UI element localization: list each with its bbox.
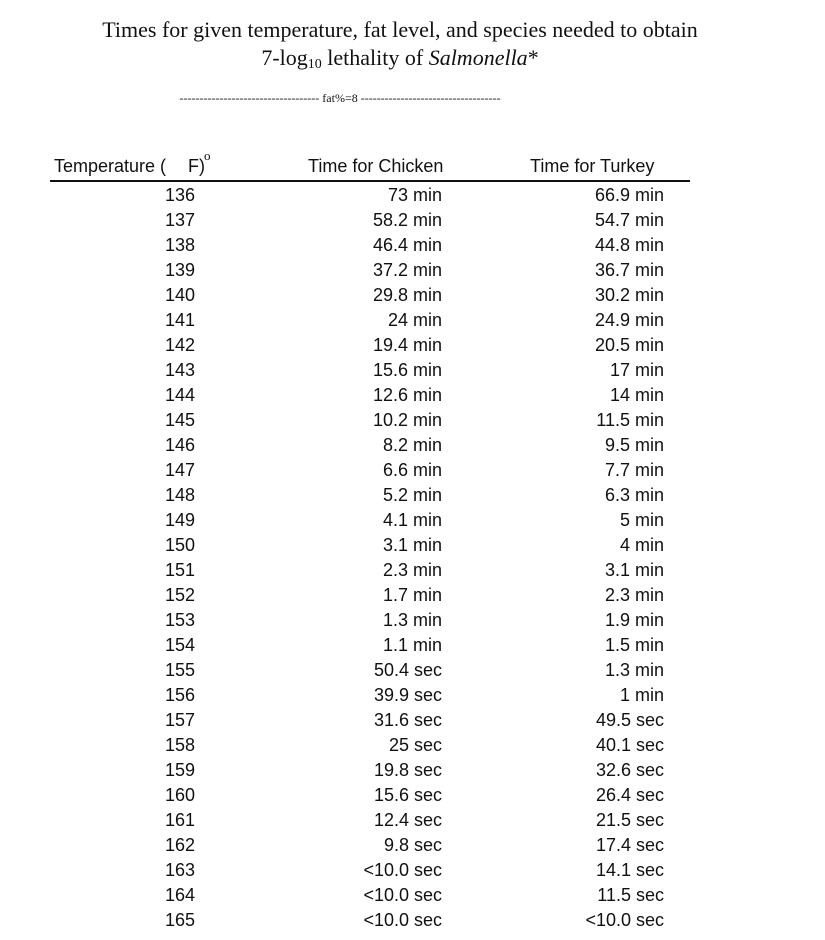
cell-temperature: 141 bbox=[164, 310, 195, 330]
table-row bbox=[50, 333, 690, 358]
table-row bbox=[50, 433, 690, 458]
cell-chicken-time: 12.6 min bbox=[372, 385, 442, 405]
cell-temperature: 152 bbox=[164, 585, 195, 605]
cell-turkey-time: 26.4 sec bbox=[595, 785, 664, 805]
table-row bbox=[50, 408, 690, 433]
cell-temperature: 137 bbox=[164, 210, 195, 230]
cell-temperature: 145 bbox=[164, 410, 195, 430]
cell-turkey-time: 1 min bbox=[619, 685, 664, 705]
cell-temperature: 165 bbox=[164, 910, 195, 930]
lethality-table bbox=[50, 148, 690, 933]
cell-chicken-time: 6.6 min bbox=[382, 460, 442, 480]
cell-chicken-time: 3.1 min bbox=[382, 535, 442, 555]
cell-temperature: 155 bbox=[164, 660, 195, 680]
cell-chicken-time: 1.7 min bbox=[382, 585, 442, 605]
title-asterisk: * bbox=[527, 45, 539, 70]
table-row bbox=[50, 183, 690, 208]
cell-turkey-time: 40.1 sec bbox=[595, 735, 664, 755]
cell-chicken-time: 39.9 sec bbox=[373, 685, 442, 705]
cell-chicken-time: 73 min bbox=[387, 185, 442, 205]
cell-chicken-time: 4.1 min bbox=[382, 510, 442, 530]
cell-temperature: 153 bbox=[164, 610, 195, 630]
cell-chicken-time: 24 min bbox=[387, 310, 442, 330]
table-row bbox=[50, 908, 690, 933]
cell-chicken-time: 15.6 sec bbox=[373, 785, 442, 805]
cell-turkey-time: 49.5 sec bbox=[595, 710, 664, 730]
cell-turkey-time: 66.9 min bbox=[594, 185, 664, 205]
cell-temperature: 160 bbox=[164, 785, 195, 805]
title-line-1: Times for given temperature, fat level, and species needed to obtain bbox=[102, 17, 698, 42]
table-row bbox=[50, 283, 690, 308]
table-row bbox=[50, 858, 690, 883]
cell-temperature: 143 bbox=[164, 360, 195, 380]
title-log-prefix: 7-log bbox=[261, 45, 308, 70]
cell-chicken-time: 5.2 min bbox=[382, 485, 442, 505]
table-row bbox=[50, 208, 690, 233]
cell-temperature: 151 bbox=[164, 560, 195, 580]
cell-chicken-time: 50.4 sec bbox=[373, 660, 442, 680]
cell-temperature: 142 bbox=[164, 335, 195, 355]
cell-chicken-time: <10.0 sec bbox=[363, 910, 442, 930]
table-row bbox=[50, 608, 690, 633]
cell-turkey-time: <10.0 sec bbox=[585, 910, 664, 930]
cell-chicken-time: 10.2 min bbox=[372, 410, 442, 430]
cell-chicken-time: <10.0 sec bbox=[363, 885, 442, 905]
table-row bbox=[50, 483, 690, 508]
cell-chicken-time: 1.3 min bbox=[382, 610, 442, 630]
cell-turkey-time: 4 min bbox=[619, 535, 664, 555]
title-organism: Salmonella bbox=[428, 45, 528, 70]
cell-chicken-time: 9.8 sec bbox=[383, 835, 442, 855]
cell-turkey-time: 30.2 min bbox=[594, 285, 664, 305]
cell-temperature: 158 bbox=[164, 735, 195, 755]
cell-temperature: 163 bbox=[164, 860, 195, 880]
title-middle: lethality of bbox=[321, 45, 429, 70]
table-row bbox=[50, 708, 690, 733]
cell-temperature: 146 bbox=[164, 435, 195, 455]
table-row bbox=[50, 883, 690, 908]
cell-temperature: 154 bbox=[164, 635, 195, 655]
table-row bbox=[50, 508, 690, 533]
cell-turkey-time: 17.4 sec bbox=[595, 835, 664, 855]
table-row bbox=[50, 583, 690, 608]
header-chicken: Time for Chicken bbox=[308, 156, 444, 176]
cell-temperature: 144 bbox=[164, 385, 195, 405]
cell-chicken-time: 15.6 min bbox=[372, 360, 442, 380]
cell-temperature: 150 bbox=[164, 535, 195, 555]
fat-level-label: ----------------------------------- fat%=8 ----------------------------------- bbox=[179, 91, 501, 105]
cell-turkey-time: 14 min bbox=[609, 385, 664, 405]
cell-temperature: 161 bbox=[164, 810, 195, 830]
header-temperature-suffix: F) bbox=[188, 156, 206, 176]
table-body bbox=[50, 182, 690, 933]
cell-turkey-time: 54.7 min bbox=[594, 210, 664, 230]
cell-turkey-time: 1.5 min bbox=[604, 635, 664, 655]
cell-temperature: 140 bbox=[164, 285, 195, 305]
cell-chicken-time: 46.4 min bbox=[372, 235, 442, 255]
table-row bbox=[50, 833, 690, 858]
cell-turkey-time: 24.9 min bbox=[594, 310, 664, 330]
cell-chicken-time: 2.3 min bbox=[382, 560, 442, 580]
cell-turkey-time: 1.9 min bbox=[604, 610, 664, 630]
cell-temperature: 138 bbox=[164, 235, 195, 255]
title-line-2 bbox=[0, 44, 800, 72]
table-row bbox=[50, 383, 690, 408]
cell-turkey-time: 1.3 min bbox=[604, 660, 664, 680]
table-row bbox=[50, 358, 690, 383]
cell-turkey-time: 11.5 min bbox=[596, 410, 664, 430]
cell-chicken-time: 58.2 min bbox=[372, 210, 442, 230]
table-row bbox=[50, 633, 690, 658]
table-row bbox=[50, 258, 690, 283]
cell-temperature: 139 bbox=[164, 260, 195, 280]
table-row bbox=[50, 683, 690, 708]
cell-turkey-time: 14.1 sec bbox=[595, 860, 664, 880]
cell-temperature: 148 bbox=[164, 485, 195, 505]
cell-turkey-time: 2.3 min bbox=[604, 585, 664, 605]
cell-chicken-time: 8.2 min bbox=[382, 435, 442, 455]
cell-chicken-time: <10.0 sec bbox=[363, 860, 442, 880]
table-row bbox=[50, 808, 690, 833]
cell-chicken-time: 25 sec bbox=[388, 735, 442, 755]
cell-chicken-time: 19.4 min bbox=[372, 335, 442, 355]
cell-turkey-time: 11.5 sec bbox=[597, 885, 664, 905]
cell-turkey-time: 7.7 min bbox=[604, 460, 664, 480]
table-row bbox=[50, 758, 690, 783]
table-row bbox=[50, 558, 690, 583]
cell-chicken-time: 19.8 sec bbox=[373, 760, 442, 780]
cell-temperature: 159 bbox=[164, 760, 195, 780]
table-header bbox=[50, 148, 690, 182]
cell-turkey-time: 5 min bbox=[619, 510, 664, 530]
cell-chicken-time: 1.1 min bbox=[382, 635, 442, 655]
table-row bbox=[50, 658, 690, 683]
header-temperature bbox=[54, 148, 211, 177]
cell-turkey-time: 3.1 min bbox=[604, 560, 664, 580]
cell-turkey-time: 36.7 min bbox=[594, 260, 664, 280]
cell-turkey-time: 44.8 min bbox=[594, 235, 664, 255]
cell-temperature: 136 bbox=[164, 185, 195, 205]
cell-turkey-time: 6.3 min bbox=[604, 485, 664, 505]
table-row bbox=[50, 458, 690, 483]
cell-temperature: 164 bbox=[164, 885, 195, 905]
cell-turkey-time: 9.5 min bbox=[604, 435, 664, 455]
cell-chicken-time: 37.2 min bbox=[372, 260, 442, 280]
cell-temperature: 149 bbox=[164, 510, 195, 530]
header-degree-symbol: o bbox=[204, 148, 211, 163]
cell-turkey-time: 20.5 min bbox=[594, 335, 664, 355]
header-turkey: Time for Turkey bbox=[530, 156, 655, 176]
cell-temperature: 156 bbox=[164, 685, 195, 705]
cell-chicken-time: 29.8 min bbox=[372, 285, 442, 305]
title-log-subscript: 10 bbox=[307, 57, 322, 72]
cell-chicken-time: 31.6 sec bbox=[373, 710, 442, 730]
cell-temperature: 147 bbox=[164, 460, 195, 480]
cell-turkey-time: 21.5 sec bbox=[595, 810, 664, 830]
cell-chicken-time: 12.4 sec bbox=[373, 810, 442, 830]
table-row bbox=[50, 783, 690, 808]
document-title bbox=[0, 16, 800, 72]
table-row bbox=[50, 233, 690, 258]
table-row bbox=[50, 733, 690, 758]
cell-temperature: 162 bbox=[164, 835, 195, 855]
cell-turkey-time: 17 min bbox=[609, 360, 664, 380]
cell-turkey-time: 32.6 sec bbox=[595, 760, 664, 780]
header-temperature-prefix: Temperature ( bbox=[54, 156, 167, 176]
cell-temperature: 157 bbox=[164, 710, 195, 730]
table-row bbox=[50, 308, 690, 333]
table-row bbox=[50, 533, 690, 558]
